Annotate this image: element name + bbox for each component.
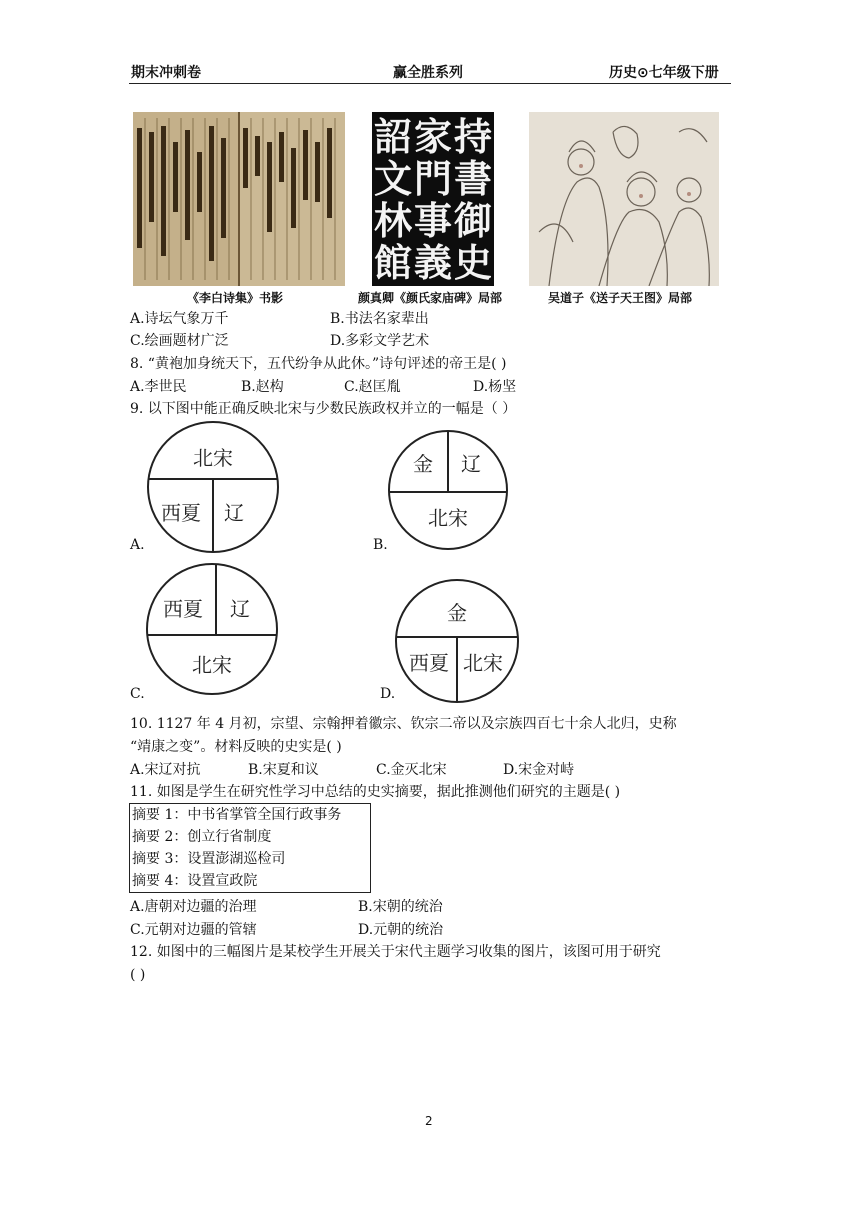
q7-option-d: D.多彩文学艺术 [330, 333, 430, 349]
diagram-c-top-left-label: 西夏 [163, 597, 203, 621]
abstract-1: 摘要 1：中书省掌管全国行政事务 [132, 807, 342, 823]
abstract-4: 摘要 4：设置宣政院 [132, 873, 258, 889]
q10-line1: 10. 1127 年 4 月初，宗望、宗翰押着徽宗、钦宗二帝以及宗族四百七十余人北归，史称 [130, 716, 677, 732]
diagram-d-top-label: 金 [447, 601, 467, 625]
diagram-b-bottom-label: 北宋 [428, 506, 468, 530]
q9-stem: 9. 以下图中能正确反映北宋与少数民族政权并立的一幅是（ ） [130, 401, 517, 417]
q7-option-c: C.绘画题材广泛 [130, 333, 229, 349]
diagram-a-top-label: 北宋 [193, 446, 233, 470]
page-number: 2 [425, 1114, 433, 1128]
q8-option-a: A.李世民 [130, 379, 187, 395]
q12-line1: 12. 如图中的三幅图片是某校学生开展关于宋代主题学习收集的图片，该图可用于研究 [130, 944, 661, 960]
calligraphy-char: 家 [413, 114, 453, 159]
calligraphy-char: 史 [453, 240, 493, 285]
caption-li-bai: 《李白诗集》书影 [187, 291, 284, 305]
diagram-d [394, 578, 520, 704]
diagram-d-label: D. [380, 686, 396, 702]
q11-option-d: D.元朝的统治 [358, 922, 444, 938]
caption-yan-zhenqing: 颜真卿《颜氏家庙碑》局部 [358, 291, 503, 305]
caption-wu-daozi: 吴道子《送子天王图》局部 [548, 291, 693, 305]
li-bai-book-image [133, 112, 345, 286]
book-page-illustration [133, 112, 345, 286]
yan-calligraphy-image [372, 112, 494, 286]
calligraphy-char: 義 [413, 240, 453, 285]
header-right: 历史⊙七年级下册 [609, 65, 719, 81]
abstract-2: 摘要 2：创立行省制度 [132, 829, 272, 845]
q8-option-d: D.杨坚 [473, 379, 517, 395]
diagram-a [146, 420, 280, 554]
abstract-box [129, 803, 371, 893]
diagram-d-bottom-right-label: 北宋 [463, 651, 503, 675]
diagram-a-bottom-right-label: 辽 [224, 501, 244, 525]
diagram-d-bottom-left-label: 西夏 [409, 651, 449, 675]
q8-stem: 8. “黄袍加身统天下，五代纷争从此休。”诗句评述的帝王是( ) [130, 356, 507, 372]
q10-option-b: B.宋夏和议 [248, 762, 319, 778]
q10-option-d: D.宋金对峙 [503, 762, 575, 778]
q12-line2: ( ) [130, 967, 146, 983]
calligraphy-char: 事 [413, 198, 453, 243]
calligraphy-rubbing [372, 112, 494, 286]
header-divider [129, 83, 731, 84]
q7-option-a: A.诗坛气象万千 [130, 311, 229, 327]
diagram-c-bottom-label: 北宋 [192, 653, 232, 677]
diagram-c [145, 562, 279, 696]
q11-option-a: A.唐朝对边疆的治理 [130, 899, 257, 915]
q10-line2: “靖康之变”。材料反映的史实是( ) [130, 739, 342, 755]
calligraphy-char: 書 [453, 156, 493, 201]
calligraphy-char: 御 [453, 198, 493, 243]
diagram-b-label: B. [373, 537, 388, 553]
diagram-a-label: A. [130, 537, 145, 553]
q8-option-c: C.赵匡胤 [344, 379, 401, 395]
q11-option-b: B.宋朝的统治 [358, 899, 443, 915]
q11-stem: 11. 如图是学生在研究性学习中总结的史实摘要，据此推测他们研究的主题是( ) [130, 784, 621, 800]
diagram-c-top-right-label: 辽 [230, 597, 250, 621]
diagram-c-label: C. [130, 686, 145, 702]
calligraphy-char: 館 [373, 240, 413, 285]
calligraphy-char: 林 [373, 198, 413, 243]
header-center: 赢全胜系列 [393, 65, 463, 81]
diagram-b-top-right-label: 辽 [461, 452, 481, 476]
q11-option-c: C.元朝对边疆的管辖 [130, 922, 257, 938]
calligraphy-char: 門 [413, 156, 453, 201]
q7-option-b: B.书法名家辈出 [330, 311, 429, 327]
calligraphy-char: 詔 [373, 114, 413, 159]
abstract-3: 摘要 3：设置澎湖巡检司 [132, 851, 286, 867]
diagram-b-top-left-label: 金 [413, 452, 433, 476]
painting-figures [529, 112, 719, 286]
wu-daozi-painting-image [529, 112, 719, 286]
q10-option-c: C.金灭北宋 [376, 762, 447, 778]
calligraphy-char: 持 [453, 114, 493, 159]
diagram-b [387, 429, 509, 551]
header-left: 期末冲刺卷 [131, 65, 201, 81]
q10-option-a: A.宋辽对抗 [130, 762, 201, 778]
q8-option-b: B.赵构 [241, 379, 284, 395]
diagram-a-bottom-left-label: 西夏 [161, 501, 201, 525]
calligraphy-char: 文 [373, 156, 413, 201]
